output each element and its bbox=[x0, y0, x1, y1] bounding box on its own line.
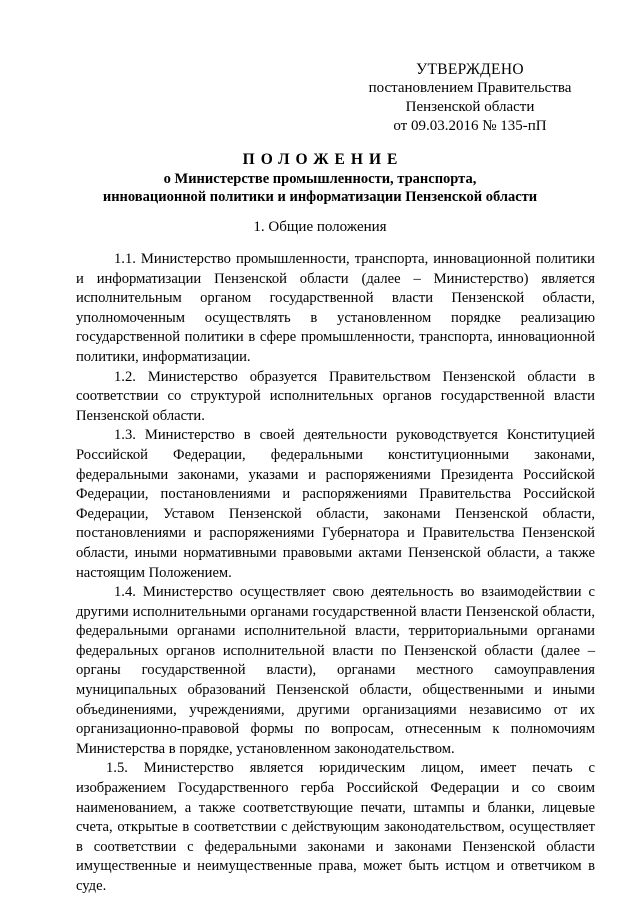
paragraph-1-4: 1.4. Министерство осуществляет свою деятельность во взаимодействии с другими исполнительными органами государственной власти Пензенской области, федеральными органами исполнительной власти, территориальными органами федеральных органов исполнительной власти по Пензенской области (далее – органы государственной власти), органами местного самоуправления муниципальных образований Пензенской области, общественными и иными объединениями, учреждениями, другими организациями независимо от их организационно-правовой формы по вопросам, отнесенным к полномочиям Министерства в порядке, установленном законодательством. bbox=[76, 584, 595, 757]
title-subject-line-1: о Министерстве промышленности, транспорта, bbox=[163, 171, 477, 187]
approval-stamp bbox=[360, 60, 580, 136]
paragraph-1-3: 1.3. Министерство в своей деятельности руководствуется Конституцией Российской Федерации, федеральными конституционными законами, федеральными законами, указами и распоряжениями Президента Российской Федерации, постановлениями и распоряжениями Правительства Российской Федерации, Уставом Пензенской области, законами Пензенской области, постановлениями и распоряжениями Губернатора и Правительства Пензенской области, иными нормативными правовыми актами Пензенской области, а также настоящим Положением. bbox=[76, 427, 595, 581]
approval-line-decree: постановлением Правительства bbox=[368, 80, 572, 96]
paragraph-1-2: 1.2. Министерство образуется Правительством Пензенской области в соответствии со структурой исполнительных органов государственной власти Пензенской области. bbox=[76, 368, 595, 424]
document-body bbox=[76, 250, 595, 897]
section-heading: 1. Общие положения bbox=[253, 219, 387, 235]
paragraph-1-1: 1.1. Министерство промышленности, транспорта, инновационной политики и информатизации Пензенской области (далее – Министерство) является исполнительным органом государственной власти Пензенской области, уполномоченным осуществлять в установленном порядке реализацию государственной политики в сфере промышленности, транспорта, инновационной политики, информатизации. bbox=[76, 251, 595, 365]
document-title bbox=[60, 150, 580, 206]
approval-line-region: Пензенской области bbox=[405, 99, 535, 115]
approval-title: УТВЕРЖДЕНО bbox=[416, 61, 524, 78]
title-subject-line-2: инновационной политики и информатизации Пензенской области bbox=[102, 189, 538, 205]
title-main: ПОЛОЖЕНИЕ bbox=[242, 151, 404, 168]
paragraph-1-5: 1.5. Министерство является юридическим лицом, имеет печать с изображением Государственного герба Российской Федерации и со своим наименованием, а также соответствующие печати, штампы и бланки, лицевые счета, открытые в соответствии с действующим законодательством, осуществляет в соответствии с федеральными законами и законами Пензенской области имущественные и неимущественные права, может быть истцом и ответчиком в суде. bbox=[76, 760, 595, 894]
approval-line-date-number: от 09.03.2016 № 135-пП bbox=[393, 118, 547, 134]
